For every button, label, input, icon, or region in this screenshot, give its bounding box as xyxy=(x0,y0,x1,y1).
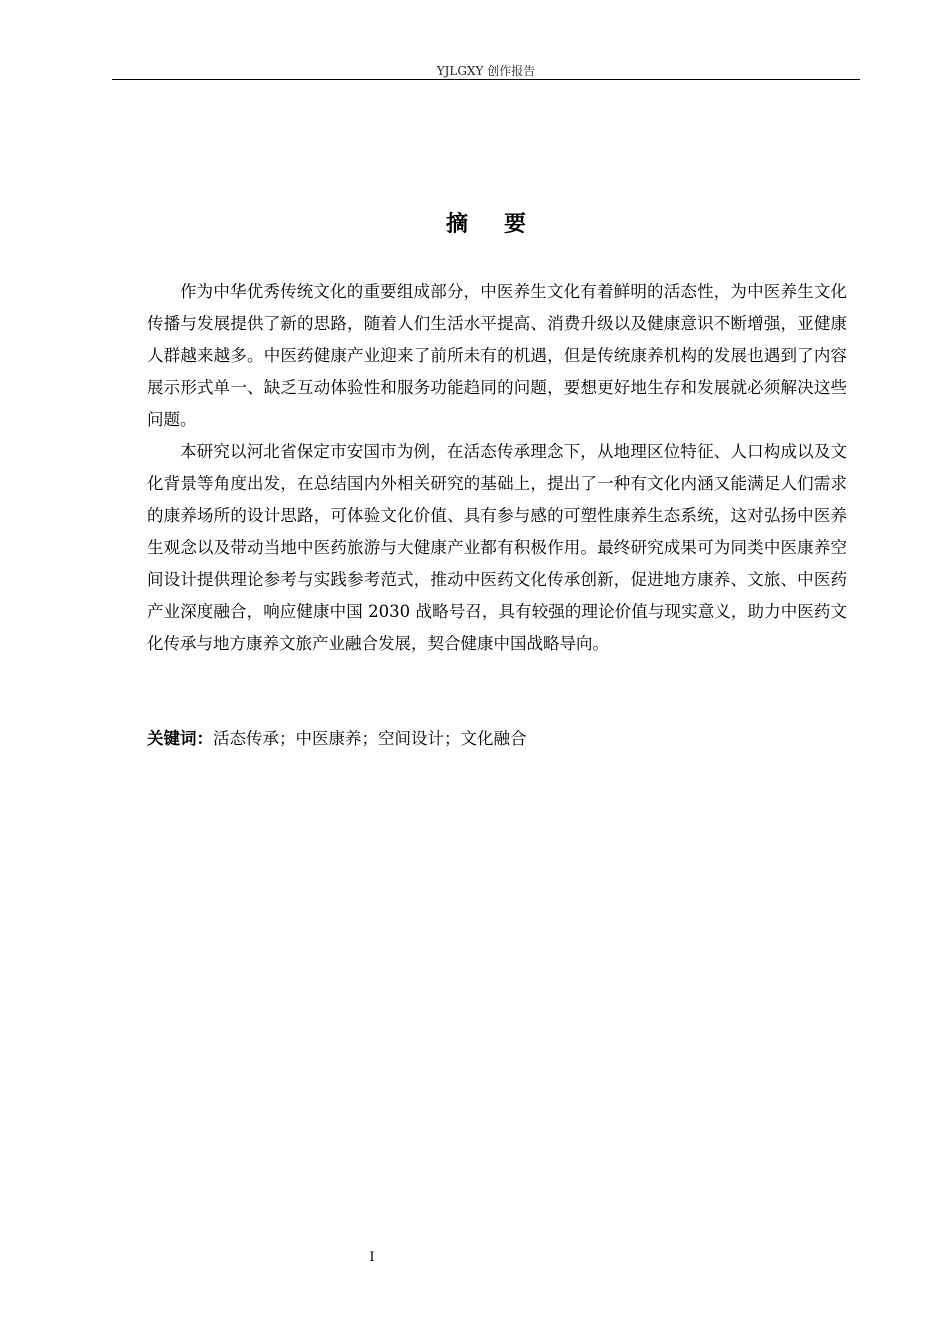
abstract-title: 摘要 xyxy=(445,212,562,237)
keywords-label: 关键词： xyxy=(147,729,213,748)
abstract-paragraph-1: 作为中华优秀传统文化的重要组成部分，中医养生文化有着鲜明的活态性，为中医养生文化传播与发展提供了新的思路，随着人们生活水平提高、消费升级以及健康意识不断增强，亚健康人群越来越多。中医药健康产业迎来了前所未有的机遇，但是传统康养机构的发展也遇到了内容展示形式单一、缺乏互动体验性和服务功能趋同的问题，要想更好地生存和发展就必须解决这些问题。 xyxy=(147,282,847,429)
running-header: YJLGXY 创作报告 xyxy=(436,64,536,78)
abstract-paragraph-2: 本研究以河北省保定市安国市为例，在活态传承理念下，从地理区位特征、人口构成以及文化背景等角度出发，在总结国内外相关研究的基础上，提出了一种有文化内涵又能满足人们需求的康养场所的设计思路，可体验文化价值、具有参与感的可塑性康养生态系统，这对弘扬中医养生观念以及带动当地中医药旅游与大健康产业都有积极作用。最终研究成果可为同类中医康养空间设计提供理论参考与实践参考范式，推动中医药文化传承创新，促进地方康养、文旅、中医药产业深度融合，响应健康中国 2030 战略号召，具有较强的理论价值与现实意义，助力中医药文化传承与地方康养文旅产业融合发展，契合健康中国战略导向。 xyxy=(147,442,847,653)
keywords-line xyxy=(147,725,847,753)
header-rule xyxy=(112,79,860,80)
page-number: I xyxy=(369,1250,375,1265)
abstract-body xyxy=(147,276,847,660)
keywords-value: 活态传承；中医康养；空间设计；文化融合 xyxy=(213,729,527,748)
